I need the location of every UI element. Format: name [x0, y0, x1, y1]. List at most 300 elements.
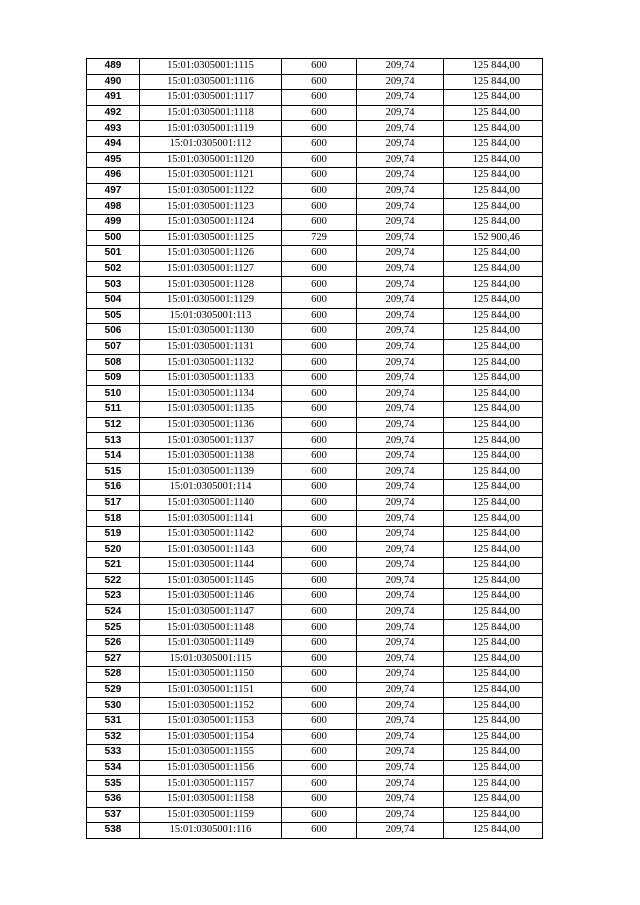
- area-cell: 600: [282, 261, 357, 277]
- row-number-cell: 496: [87, 168, 140, 184]
- table-row: [87, 339, 543, 355]
- cadastral-number-cell: 15:01:0305001:1151: [140, 682, 282, 698]
- specific-value-cell: 209,74: [357, 214, 444, 230]
- specific-value-cell: 209,74: [357, 823, 444, 839]
- cadastral-number-cell: 15:01:0305001:1146: [140, 589, 282, 605]
- row-number-cell: 532: [87, 729, 140, 745]
- row-number-cell: 493: [87, 121, 140, 137]
- specific-value-cell: 209,74: [357, 511, 444, 527]
- area-cell: 600: [282, 589, 357, 605]
- cadastral-number-cell: 15:01:0305001:1155: [140, 745, 282, 761]
- cadastral-number-cell: 15:01:0305001:1128: [140, 277, 282, 293]
- cadastral-number-cell: 15:01:0305001:1124: [140, 214, 282, 230]
- area-cell: 600: [282, 136, 357, 152]
- area-cell: 600: [282, 90, 357, 106]
- row-number-cell: 524: [87, 604, 140, 620]
- cadastral-number-cell: 15:01:0305001:1138: [140, 448, 282, 464]
- area-cell: 600: [282, 308, 357, 324]
- table-row: [87, 214, 543, 230]
- area-cell: 600: [282, 199, 357, 215]
- table-row: [87, 823, 543, 839]
- row-number-cell: 508: [87, 355, 140, 371]
- row-number-cell: 513: [87, 433, 140, 449]
- table-row: [87, 495, 543, 511]
- cadastral-number-cell: 15:01:0305001:1158: [140, 791, 282, 807]
- area-cell: 600: [282, 526, 357, 542]
- specific-value-cell: 209,74: [357, 448, 444, 464]
- area-cell: 600: [282, 183, 357, 199]
- area-cell: 600: [282, 667, 357, 683]
- cadastral-number-cell: 15:01:0305001:1132: [140, 355, 282, 371]
- cadastral-value-cell: 125 844,00: [444, 682, 543, 698]
- cadastral-number-cell: 15:01:0305001:1154: [140, 729, 282, 745]
- row-number-cell: 494: [87, 136, 140, 152]
- area-cell: 600: [282, 59, 357, 75]
- table-row: [87, 74, 543, 90]
- area-cell: 600: [282, 121, 357, 137]
- table-row: [87, 370, 543, 386]
- table-row: [87, 230, 543, 246]
- cadastral-value-cell: 125 844,00: [444, 791, 543, 807]
- cadastral-value-cell: 125 844,00: [444, 292, 543, 308]
- cadastral-number-cell: 15:01:0305001:1127: [140, 261, 282, 277]
- table-row: [87, 59, 543, 75]
- table-row: [87, 152, 543, 168]
- table-row: [87, 292, 543, 308]
- specific-value-cell: 209,74: [357, 698, 444, 714]
- row-number-cell: 511: [87, 402, 140, 418]
- row-number-cell: 528: [87, 667, 140, 683]
- specific-value-cell: 209,74: [357, 183, 444, 199]
- cadastral-number-cell: 15:01:0305001:1136: [140, 417, 282, 433]
- row-number-cell: 527: [87, 651, 140, 667]
- cadastral-number-cell: 15:01:0305001:1137: [140, 433, 282, 449]
- table-body: [87, 59, 543, 839]
- row-number-cell: 531: [87, 713, 140, 729]
- specific-value-cell: 209,74: [357, 355, 444, 371]
- row-number-cell: 503: [87, 277, 140, 293]
- specific-value-cell: 209,74: [357, 542, 444, 558]
- cadastral-value-cell: 125 844,00: [444, 823, 543, 839]
- cadastral-number-cell: 15:01:0305001:1126: [140, 246, 282, 262]
- table-row: [87, 511, 543, 527]
- cadastral-value-cell: 125 844,00: [444, 105, 543, 121]
- specific-value-cell: 209,74: [357, 682, 444, 698]
- specific-value-cell: 209,74: [357, 199, 444, 215]
- area-cell: 600: [282, 542, 357, 558]
- row-number-cell: 518: [87, 511, 140, 527]
- row-number-cell: 516: [87, 480, 140, 496]
- table-row: [87, 448, 543, 464]
- row-number-cell: 515: [87, 464, 140, 480]
- specific-value-cell: 209,74: [357, 230, 444, 246]
- cadastral-value-cell: 125 844,00: [444, 542, 543, 558]
- cadastral-value-cell: 125 844,00: [444, 558, 543, 574]
- row-number-cell: 514: [87, 448, 140, 464]
- row-number-cell: 525: [87, 620, 140, 636]
- area-cell: 600: [282, 417, 357, 433]
- area-cell: 600: [282, 74, 357, 90]
- area-cell: 600: [282, 760, 357, 776]
- specific-value-cell: 209,74: [357, 136, 444, 152]
- row-number-cell: 502: [87, 261, 140, 277]
- specific-value-cell: 209,74: [357, 59, 444, 75]
- area-cell: 600: [282, 573, 357, 589]
- area-cell: 600: [282, 635, 357, 651]
- cadastral-number-cell: 15:01:0305001:1120: [140, 152, 282, 168]
- area-cell: 600: [282, 791, 357, 807]
- specific-value-cell: 209,74: [357, 480, 444, 496]
- cadastral-number-cell: 15:01:0305001:1147: [140, 604, 282, 620]
- row-number-cell: 512: [87, 417, 140, 433]
- cadastral-value-cell: 125 844,00: [444, 760, 543, 776]
- table-row: [87, 136, 543, 152]
- cadastral-value-cell: 125 844,00: [444, 495, 543, 511]
- cadastral-value-cell: 125 844,00: [444, 589, 543, 605]
- specific-value-cell: 209,74: [357, 292, 444, 308]
- area-cell: 600: [282, 370, 357, 386]
- area-cell: 600: [282, 339, 357, 355]
- row-number-cell: 495: [87, 152, 140, 168]
- specific-value-cell: 209,74: [357, 635, 444, 651]
- row-number-cell: 535: [87, 776, 140, 792]
- table-row: [87, 635, 543, 651]
- table-row: [87, 745, 543, 761]
- specific-value-cell: 209,74: [357, 745, 444, 761]
- table-row: [87, 168, 543, 184]
- cadastral-value-cell: 125 844,00: [444, 199, 543, 215]
- row-number-cell: 537: [87, 807, 140, 823]
- area-cell: 600: [282, 480, 357, 496]
- area-cell: 600: [282, 386, 357, 402]
- row-number-cell: 536: [87, 791, 140, 807]
- cadastral-number-cell: 15:01:0305001:1148: [140, 620, 282, 636]
- cadastral-value-cell: 125 844,00: [444, 386, 543, 402]
- cadastral-value-cell: 125 844,00: [444, 698, 543, 714]
- cadastral-value-table: [86, 58, 543, 839]
- row-number-cell: 499: [87, 214, 140, 230]
- area-cell: 600: [282, 246, 357, 262]
- area-cell: 600: [282, 105, 357, 121]
- cadastral-value-cell: 125 844,00: [444, 745, 543, 761]
- cadastral-number-cell: 15:01:0305001:1116: [140, 74, 282, 90]
- table-row: [87, 651, 543, 667]
- cadastral-number-cell: 15:01:0305001:1152: [140, 698, 282, 714]
- cadastral-value-cell: 125 844,00: [444, 573, 543, 589]
- area-cell: 600: [282, 604, 357, 620]
- cadastral-value-cell: 125 844,00: [444, 183, 543, 199]
- specific-value-cell: 209,74: [357, 324, 444, 340]
- cadastral-value-cell: 125 844,00: [444, 136, 543, 152]
- row-number-cell: 500: [87, 230, 140, 246]
- cadastral-value-cell: 125 844,00: [444, 355, 543, 371]
- area-cell: 600: [282, 713, 357, 729]
- cadastral-value-cell: 125 844,00: [444, 90, 543, 106]
- cadastral-value-cell: 125 844,00: [444, 635, 543, 651]
- table-row: [87, 573, 543, 589]
- cadastral-number-cell: 15:01:0305001:1131: [140, 339, 282, 355]
- cadastral-number-cell: 15:01:0305001:1157: [140, 776, 282, 792]
- row-number-cell: 501: [87, 246, 140, 262]
- table-row: [87, 417, 543, 433]
- cadastral-value-cell: 125 844,00: [444, 651, 543, 667]
- specific-value-cell: 209,74: [357, 791, 444, 807]
- row-number-cell: 491: [87, 90, 140, 106]
- cadastral-value-cell: 125 844,00: [444, 370, 543, 386]
- row-number-cell: 507: [87, 339, 140, 355]
- row-number-cell: 522: [87, 573, 140, 589]
- specific-value-cell: 209,74: [357, 168, 444, 184]
- table-row: [87, 464, 543, 480]
- table-row: [87, 386, 543, 402]
- cadastral-number-cell: 15:01:0305001:1122: [140, 183, 282, 199]
- cadastral-number-cell: 15:01:0305001:1135: [140, 402, 282, 418]
- area-cell: 600: [282, 402, 357, 418]
- cadastral-number-cell: 15:01:0305001:114: [140, 480, 282, 496]
- cadastral-value-cell: 152 900,46: [444, 230, 543, 246]
- specific-value-cell: 209,74: [357, 464, 444, 480]
- table-row: [87, 776, 543, 792]
- cadastral-value-cell: 125 844,00: [444, 74, 543, 90]
- table-row: [87, 480, 543, 496]
- table-row: [87, 542, 543, 558]
- specific-value-cell: 209,74: [357, 105, 444, 121]
- table-row: [87, 324, 543, 340]
- area-cell: 600: [282, 729, 357, 745]
- row-number-cell: 517: [87, 495, 140, 511]
- row-number-cell: 533: [87, 745, 140, 761]
- cadastral-number-cell: 15:01:0305001:1143: [140, 542, 282, 558]
- row-number-cell: 529: [87, 682, 140, 698]
- cadastral-value-cell: 125 844,00: [444, 168, 543, 184]
- specific-value-cell: 209,74: [357, 121, 444, 137]
- cadastral-number-cell: 15:01:0305001:1123: [140, 199, 282, 215]
- specific-value-cell: 209,74: [357, 339, 444, 355]
- specific-value-cell: 209,74: [357, 760, 444, 776]
- cadastral-value-cell: 125 844,00: [444, 480, 543, 496]
- specific-value-cell: 209,74: [357, 261, 444, 277]
- table-row: [87, 183, 543, 199]
- table-row: [87, 355, 543, 371]
- cadastral-value-cell: 125 844,00: [444, 246, 543, 262]
- specific-value-cell: 209,74: [357, 651, 444, 667]
- cadastral-value-cell: 125 844,00: [444, 308, 543, 324]
- cadastral-value-cell: 125 844,00: [444, 464, 543, 480]
- specific-value-cell: 209,74: [357, 604, 444, 620]
- area-cell: 600: [282, 745, 357, 761]
- area-cell: 600: [282, 214, 357, 230]
- table-row: [87, 698, 543, 714]
- cadastral-number-cell: 15:01:0305001:1156: [140, 760, 282, 776]
- area-cell: 600: [282, 324, 357, 340]
- cadastral-number-cell: 15:01:0305001:1159: [140, 807, 282, 823]
- cadastral-value-cell: 125 844,00: [444, 433, 543, 449]
- area-cell: 600: [282, 448, 357, 464]
- specific-value-cell: 209,74: [357, 807, 444, 823]
- cadastral-value-cell: 125 844,00: [444, 214, 543, 230]
- cadastral-value-cell: 125 844,00: [444, 620, 543, 636]
- cadastral-value-cell: 125 844,00: [444, 604, 543, 620]
- table-row: [87, 308, 543, 324]
- row-number-cell: 521: [87, 558, 140, 574]
- table-row: [87, 791, 543, 807]
- cadastral-value-cell: 125 844,00: [444, 402, 543, 418]
- table-row: [87, 199, 543, 215]
- cadastral-value-cell: 125 844,00: [444, 667, 543, 683]
- cadastral-number-cell: 15:01:0305001:1141: [140, 511, 282, 527]
- table-row: [87, 402, 543, 418]
- table-row: [87, 713, 543, 729]
- cadastral-number-cell: 15:01:0305001:1133: [140, 370, 282, 386]
- table-row: [87, 589, 543, 605]
- cadastral-value-cell: 125 844,00: [444, 324, 543, 340]
- area-cell: 600: [282, 776, 357, 792]
- cadastral-number-cell: 15:01:0305001:113: [140, 308, 282, 324]
- area-cell: 600: [282, 168, 357, 184]
- table-row: [87, 760, 543, 776]
- cadastral-number-cell: 15:01:0305001:1153: [140, 713, 282, 729]
- area-cell: 600: [282, 355, 357, 371]
- specific-value-cell: 209,74: [357, 402, 444, 418]
- cadastral-number-cell: 15:01:0305001:1119: [140, 121, 282, 137]
- cadastral-number-cell: 15:01:0305001:1125: [140, 230, 282, 246]
- area-cell: 600: [282, 823, 357, 839]
- cadastral-value-cell: 125 844,00: [444, 713, 543, 729]
- cadastral-number-cell: 15:01:0305001:1145: [140, 573, 282, 589]
- specific-value-cell: 209,74: [357, 776, 444, 792]
- specific-value-cell: 209,74: [357, 277, 444, 293]
- cadastral-value-cell: 125 844,00: [444, 121, 543, 137]
- area-cell: 600: [282, 620, 357, 636]
- specific-value-cell: 209,74: [357, 417, 444, 433]
- cadastral-number-cell: 15:01:0305001:1139: [140, 464, 282, 480]
- cadastral-number-cell: 15:01:0305001:112: [140, 136, 282, 152]
- area-cell: 600: [282, 277, 357, 293]
- cadastral-value-cell: 125 844,00: [444, 152, 543, 168]
- table-row: [87, 667, 543, 683]
- specific-value-cell: 209,74: [357, 308, 444, 324]
- area-cell: 600: [282, 807, 357, 823]
- specific-value-cell: 209,74: [357, 558, 444, 574]
- cadastral-value-cell: 125 844,00: [444, 776, 543, 792]
- table-row: [87, 729, 543, 745]
- cadastral-value-cell: 125 844,00: [444, 339, 543, 355]
- specific-value-cell: 209,74: [357, 620, 444, 636]
- cadastral-value-cell: 125 844,00: [444, 59, 543, 75]
- specific-value-cell: 209,74: [357, 573, 444, 589]
- specific-value-cell: 209,74: [357, 370, 444, 386]
- row-number-cell: 510: [87, 386, 140, 402]
- cadastral-number-cell: 15:01:0305001:1118: [140, 105, 282, 121]
- table-row: [87, 620, 543, 636]
- specific-value-cell: 209,74: [357, 667, 444, 683]
- cadastral-value-cell: 125 844,00: [444, 261, 543, 277]
- cadastral-number-cell: 15:01:0305001:1130: [140, 324, 282, 340]
- row-number-cell: 504: [87, 292, 140, 308]
- area-cell: 600: [282, 433, 357, 449]
- area-cell: 600: [282, 511, 357, 527]
- cadastral-value-cell: 125 844,00: [444, 277, 543, 293]
- area-cell: 600: [282, 651, 357, 667]
- row-number-cell: 523: [87, 589, 140, 605]
- area-cell: 600: [282, 292, 357, 308]
- table-row: [87, 433, 543, 449]
- cadastral-number-cell: 15:01:0305001:115: [140, 651, 282, 667]
- cadastral-value-cell: 125 844,00: [444, 729, 543, 745]
- cadastral-value-cell: 125 844,00: [444, 417, 543, 433]
- cadastral-number-cell: 15:01:0305001:1150: [140, 667, 282, 683]
- table-row: [87, 682, 543, 698]
- area-cell: 600: [282, 682, 357, 698]
- cadastral-value-cell: 125 844,00: [444, 511, 543, 527]
- table-row: [87, 246, 543, 262]
- area-cell: 600: [282, 558, 357, 574]
- table-row: [87, 604, 543, 620]
- cadastral-value-cell: 125 844,00: [444, 448, 543, 464]
- row-number-cell: 519: [87, 526, 140, 542]
- specific-value-cell: 209,74: [357, 90, 444, 106]
- table-row: [87, 277, 543, 293]
- row-number-cell: 530: [87, 698, 140, 714]
- cadastral-number-cell: 15:01:0305001:1117: [140, 90, 282, 106]
- row-number-cell: 506: [87, 324, 140, 340]
- row-number-cell: 489: [87, 59, 140, 75]
- cadastral-value-cell: 125 844,00: [444, 807, 543, 823]
- row-number-cell: 520: [87, 542, 140, 558]
- row-number-cell: 498: [87, 199, 140, 215]
- table-row: [87, 105, 543, 121]
- area-cell: 600: [282, 152, 357, 168]
- row-number-cell: 526: [87, 635, 140, 651]
- table-row: [87, 526, 543, 542]
- cadastral-number-cell: 15:01:0305001:1129: [140, 292, 282, 308]
- cadastral-number-cell: 15:01:0305001:1115: [140, 59, 282, 75]
- table-row: [87, 121, 543, 137]
- specific-value-cell: 209,74: [357, 713, 444, 729]
- area-cell: 600: [282, 698, 357, 714]
- specific-value-cell: 209,74: [357, 589, 444, 605]
- specific-value-cell: 209,74: [357, 433, 444, 449]
- row-number-cell: 509: [87, 370, 140, 386]
- cadastral-value-cell: 125 844,00: [444, 526, 543, 542]
- area-cell: 600: [282, 495, 357, 511]
- specific-value-cell: 209,74: [357, 152, 444, 168]
- specific-value-cell: 209,74: [357, 526, 444, 542]
- row-number-cell: 492: [87, 105, 140, 121]
- specific-value-cell: 209,74: [357, 729, 444, 745]
- specific-value-cell: 209,74: [357, 386, 444, 402]
- row-number-cell: 534: [87, 760, 140, 776]
- table-row: [87, 807, 543, 823]
- area-cell: 729: [282, 230, 357, 246]
- cadastral-number-cell: 15:01:0305001:1121: [140, 168, 282, 184]
- cadastral-number-cell: 15:01:0305001:116: [140, 823, 282, 839]
- table-row: [87, 90, 543, 106]
- row-number-cell: 505: [87, 308, 140, 324]
- cadastral-number-cell: 15:01:0305001:1142: [140, 526, 282, 542]
- specific-value-cell: 209,74: [357, 246, 444, 262]
- specific-value-cell: 209,74: [357, 495, 444, 511]
- row-number-cell: 490: [87, 74, 140, 90]
- table-row: [87, 558, 543, 574]
- row-number-cell: 497: [87, 183, 140, 199]
- table-row: [87, 261, 543, 277]
- area-cell: 600: [282, 464, 357, 480]
- cadastral-number-cell: 15:01:0305001:1134: [140, 386, 282, 402]
- cadastral-number-cell: 15:01:0305001:1149: [140, 635, 282, 651]
- specific-value-cell: 209,74: [357, 74, 444, 90]
- cadastral-number-cell: 15:01:0305001:1140: [140, 495, 282, 511]
